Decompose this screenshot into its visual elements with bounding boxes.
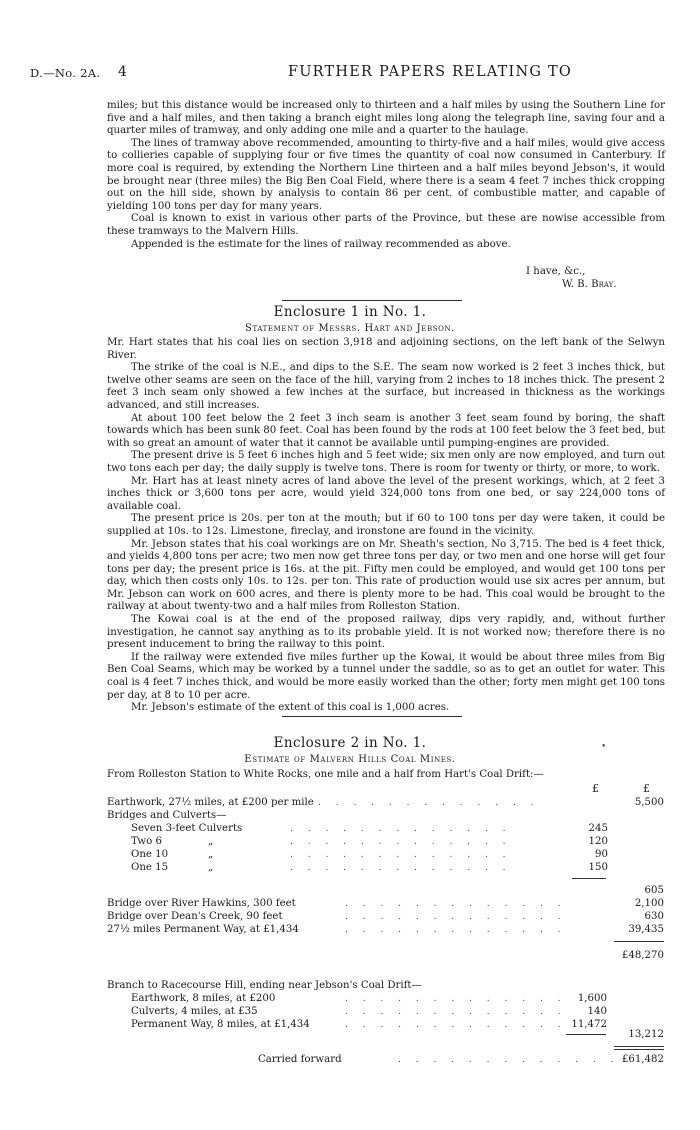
leader-dots: . . . . . . . . . . . . . <box>290 863 512 873</box>
enclosure2-subheading: Estimate of Malvern Hills Coal Mines. <box>244 754 456 765</box>
intro-text <box>107 100 665 251</box>
outer-amount: 2,100 <box>634 898 664 909</box>
inner-amount: 140 <box>587 1006 607 1017</box>
leader-dots: . . . . . . . . . . . . . <box>290 850 512 860</box>
inner-amount: 150 <box>588 862 608 873</box>
ditto-mark: „ <box>208 849 214 860</box>
leader-dots: . . . . . . . . . . . . . <box>345 925 567 935</box>
paragraph: The present price is 20s. per ton at the mouth; but if 60 to 100 tons per day were taken, it could be supplied at 10s. to 12s. Limestone, fireclay, and ironstone are found in the vicinity. <box>107 513 665 537</box>
ditto-mark: „ <box>208 862 214 873</box>
estimate-item: Two 6 <box>131 836 163 847</box>
carried-forward-total: £61,482 <box>621 1054 664 1065</box>
inner-amount: 120 <box>588 836 608 847</box>
leader-dots: . . . . . . . . . . . . . <box>345 912 567 922</box>
estimate-item: Earthwork, 27½ miles, at £200 per mile <box>107 797 314 808</box>
document-page: D.—No. 2A. 4 FURTHER PAPERS RELATING TO miles; but this distance would be increased only to thirteen and a half miles by using the Southern Line for five and a half miles, and then taking a branch eight miles long along the telegraph line, saving four and a quarter miles of tramway, and only adding one mile and a quarter to the haulage. The lines of tramway above recommended, amounting to thirty-five and a half miles, would give access to collieries capable of supplying four or five times the quantity of coal now consumed in Canterbury. If more coal is required, by extending the Northern Line thirteen and a half miles beyond Jebson's, it would be brought near (three miles) the Big Ben Coal Field, where there is a seam 4 feet 7 inches thick cropping out on the hill side, shown by analysis to contain 86 per cent. of combustible matter, and capable of yielding 100 tons per day for many years. Coal is known to exist in various other parts of the Province, but these are nowise accessible from these tramways to the Malvern Hills. Appended is the estimate for the lines of railway recommended as above. I have, &c., W. B. Bray. Enclosure 1 in No. 1. Statement of Messrs. Hart and Jebson. Mr. Hart states that his coal lies on section 3,918 and adjoining sections, on the left bank of the Selwyn River. The strike of the coal is N.E., and dips to the S.E. The seam now worked is 2 feet 3 inches thick, but twelve other seams are seen on the face of the hill, varying from 2 inches to 18 inches thick. The present 2 feet 3 inch seam only showed a few inches at the surface, but increased in thickness as the workings advanced, and still increases. At about 100 feet below the 2 feet 3 inch seam is another 3 feet seam found by boring, the shaft towards which has been sunk 80 feet. Coal has been found by the rods at 100 feet below the 3 feet bed, but with so great an amount of water that it cannot be available until pumping-engines are provided. The present drive is 5 feet 6 inches high and 5 feet wide; six men only are now employed, and turn out two tons each per day; the daily supply is twelve tons. There is room for twenty or thirty, or more, to work. Mr. Hart has at least ninety acres of land above the level of the present workings, which, at 2 feet 3 inches thick or 3,600 tons per acre, would yield 324,000 tons from one bed, or say 224,000 tons of available coal. The present price is 20s. per ton at the mouth; but if 60 to 100 tons per day were taken, it could be supplied at 10s. to 12s. Limestone, fireclay, and ironstone are found in the vicinity. Mr. Jebson states that his coal workings are on Mr. Sheath's section, No 3,715. The bed is 4 feet thick, and yields 4,800 tons per acre; two men now get three tons per day, or two men and one horse will get four tons per day; the present price is 16s. at the pit. Fifty men could be employed, and would get 100 tons per day, which then costs only 10s. to 12s. per ton. This rate of production would use six acres per annum, but Mr. Jebson can work on 600 acres, and there is plenty more to be had. This coal would be brought to the railway at about twenty-two and a half miles from Rolleston Station. The Kowai coal is at the end of the proposed railway, dips very rapidly, and, without further investigation, he cannot say anything as to its probable yield. It is not worked now; therefore there is no present inducement to bring the railway to this point. If the railway were extended five miles further up the Kowai, it would be about three miles from Big Ben Coal Seams, which may be worked by a tunnel under the saddle, so as to get an outlet for water. This coal is 4 feet 7 inches thick, and would be more easily worked than the other; forty men might get 100 tons per day, at 8 to 10 per acre. Mr. Jebson's estimate of the extent of this coal is 1,000 acres. Enclosure 2 in No. 1. Estimate of Malvern Hills Coal Mines. • From Rolleston Station to White Rocks, one mile and a half from Hart's Coal Drift:— £ £ Earthwork, 27½ miles, at £200 per mile . . . . . . . . . . . . . 5,500 Bridges and Culverts— Seven 3-feet Culverts . . . . . . . . . . . . . 245 Two 6 „ . . . . . . . . . . . . . 120 One 10 „ . . . . . . . . . . . . . 90 One 15 „ . . . . . . . . . . . . . 150 605 Bridge over River Hawkins, 300 feet . . . . . . . . . . . . . 2,100 Bridge over Dean's Creek, 90 feet . . . . . . . . . . . . . 630 27½ miles Permanent Way, at £1,434 . . . . . . . . . . . . . 39,435 £48,270 Branch to Racecourse Hill, ending near Jebson's Coal Drift— Earthwork, 8 miles, at £200 . . . . . . . . . . . . . 1,600 Culverts, 4 miles, at £35 . . . . . . . . . . . . . 140 Permanent Way, 8 miles, at £1,434 . . . . . . . . . . . . . 11,472 13,212 Carried forward . . . . . . . . . . . . . £61,482 <box>0 0 700 1130</box>
inner-amount: 1,600 <box>577 993 607 1004</box>
total-rule <box>614 1049 664 1050</box>
estimate-item: One 15 <box>131 862 169 873</box>
signature: W. B. Bray. <box>562 279 617 290</box>
leader-dots: . . . . . . . . . . . . . <box>290 824 512 834</box>
closing: I have, &c., <box>526 266 586 277</box>
paragraph: Mr. Hart states that his coal lies on section 3,918 and adjoining sections, on the left bank of the Selwyn River. <box>107 337 665 361</box>
enclosure1-text <box>107 337 665 715</box>
estimate-item: Seven 3-feet Culverts <box>131 823 243 834</box>
paragraph: At about 100 feet below the 2 feet 3 inch seam is another 3 feet seam found by boring, the shaft towards which has been sunk 80 feet. Coal has been found by the rods at 100 feet below the 3 feet bed, but with so great an amount of water that it cannot be available until pumping-engines are provided. <box>107 412 665 449</box>
estimate-item: Bridge over Dean's Creek, 90 feet <box>107 911 283 922</box>
inner-amount: 245 <box>588 823 608 834</box>
enclosure2-heading: Enclosure 2 in No. 1. <box>273 735 427 751</box>
outer-amount: 605 <box>644 885 664 896</box>
carried-forward-label: Carried forward <box>258 1054 342 1065</box>
inner-amount: 90 <box>595 849 608 860</box>
branch-item: Earthwork, 8 miles, at £200 <box>131 993 276 1004</box>
estimate-item: Bridges and Culverts— <box>107 810 227 821</box>
estimate-item: Bridge over River Hawkins, 300 feet <box>107 898 296 909</box>
leader-dots: . . . . . . . . . . . . . <box>318 798 540 808</box>
enclosure1-subheading: Statement of Messrs. Hart and Jebson. <box>245 323 455 334</box>
leader-dots: . . . . . . . . . . . . . <box>345 1007 567 1017</box>
paragraph: The lines of tramway above recommended, amounting to thirty-five and a half miles, would give access to collieries capable of supplying four or five times the quantity of coal now consumed in Canterbury. If more coal is required, by extending the Northern Line thirteen and a half miles beyond Jebson's, it would be brought near (three miles) the Big Ben Coal Field, where there is a seam 4 feet 7 inches thick cropping out on the hill side, shown by analysis to contain 86 per cent. of combustible matter, and capable of yielding 100 tons per day for many years. <box>107 137 665 212</box>
divider <box>282 716 462 717</box>
paragraph: Coal is known to exist in various other parts of the Province, but these are nowise accessible from these tramways to the Malvern Hills. <box>107 213 665 237</box>
branch-total: 13,212 <box>628 1029 664 1040</box>
page-number: 4 <box>118 64 127 80</box>
running-title: FURTHER PAPERS RELATING TO <box>288 64 572 80</box>
paragraph: The strike of the coal is N.E., and dips to the S.E. The seam now worked is 2 feet 3 inches thick, but twelve other seams are seen on the face of the hill, varying from 2 inches to 18 inches thick. The present 2 feet 3 inch seam only showed a few inches at the surface, but increased in thickness as the workings advanced, and still increases. <box>107 362 665 411</box>
leader-dots: . . . . . . . . . . . . . <box>398 1055 620 1065</box>
paragraph: The present drive is 5 feet 6 inches high and 5 feet wide; six men only are now employed, and turn out two tons each per day; the daily supply is twelve tons. There is room for twenty or thirty, or more, to work. <box>107 450 665 474</box>
leader-dots: . . . . . . . . . . . . . <box>345 899 567 909</box>
currency-header-inner: £ <box>592 782 599 795</box>
route-line: From Rolleston Station to White Rocks, one mile and a half from Hart's Coal Drift:— <box>107 769 544 780</box>
ditto-mark: „ <box>208 836 214 847</box>
total-rule <box>614 941 664 942</box>
currency-header-outer: £ <box>643 782 650 795</box>
paragraph: The Kowai coal is at the end of the proposed railway, dips very rapidly, and, without further investigation, he cannot say anything as to its probable yield. It is not worked now; therefore there is no present inducement to bring the railway to this point. <box>107 614 665 651</box>
estimate-item: One 10 <box>131 849 169 860</box>
paragraph: Appended is the estimate for the lines of railway recommended as above. <box>131 238 511 250</box>
page-header <box>30 64 690 82</box>
branch-item: Permanent Way, 8 miles, at £1,434 <box>131 1019 310 1030</box>
doc-reference: D.—No. 2A. <box>30 66 101 80</box>
outer-amount: 5,500 <box>634 797 664 808</box>
branch-item: Culverts, 4 miles, at £35 <box>131 1006 258 1017</box>
total-rule <box>614 1046 664 1047</box>
section-total: £48,270 <box>621 950 664 961</box>
paragraph: Mr. Hart has at least ninety acres of land above the level of the present workings, which, at 2 feet 3 inches thick or 3,600 tons per acre, would yield 324,000 tons from one bed, or say 224,000 tons of available coal. <box>107 475 665 512</box>
branch-title: Branch to Racecourse Hill, ending near Jebson's Coal Drift— <box>107 980 422 991</box>
inner-amount: 11,472 <box>571 1019 607 1030</box>
leader-dots: . . . . . . . . . . . . . <box>345 994 567 1004</box>
paragraph: Mr. Jebson's estimate of the extent of this coal is 1,000 acres. <box>131 702 450 714</box>
leader-dots: . . . . . . . . . . . . . <box>290 837 512 847</box>
divider <box>282 300 462 301</box>
subtotal-rule <box>572 878 606 879</box>
enclosure1-heading: Enclosure 1 in No. 1. <box>273 304 427 320</box>
outer-amount: 39,435 <box>628 924 664 935</box>
outer-amount: 630 <box>644 911 664 922</box>
paragraph: If the railway were extended five miles further up the Kowai, it would be about three miles from Big Ben Coal Seams, which may be worked by a tunnel under the saddle, so as to get an outlet for water. This coal is 4 feet 7 inches thick, and would be more easily worked than the other; forty men might get 100 tons per day, at 8 to 10 per acre. <box>107 651 665 701</box>
paragraph: Mr. Jebson states that his coal workings are on Mr. Sheath's section, No 3,715. The bed is 4 feet thick, and yields 4,800 tons per acre; two men now get three tons per day, or two men and one horse will get four tons per day; the present price is 16s. at the pit. Fifty men could be employed, and would get 100 tons per day, which then costs only 10s. to 12s. per ton. This rate of production would use six acres per annum, but Mr. Jebson can work on 600 acres, and there is plenty more to be had. This coal would be brought to the railway at about twenty-two and a half miles from Rolleston Station. <box>107 538 665 613</box>
paragraph: miles; but this distance would be increased only to thirteen and a half miles by using the Southern Line for five and a half miles, and then taking a branch eight miles long along the telegraph line, saving four and a quarter miles of tramway, and only adding one mile and a quarter to the haulage. <box>107 100 665 137</box>
subtotal-rule <box>566 1034 606 1035</box>
estimate-item: 27½ miles Permanent Way, at £1,434 <box>107 924 299 935</box>
leader-dots: . . . . . . . . . . . . . <box>345 1020 567 1030</box>
